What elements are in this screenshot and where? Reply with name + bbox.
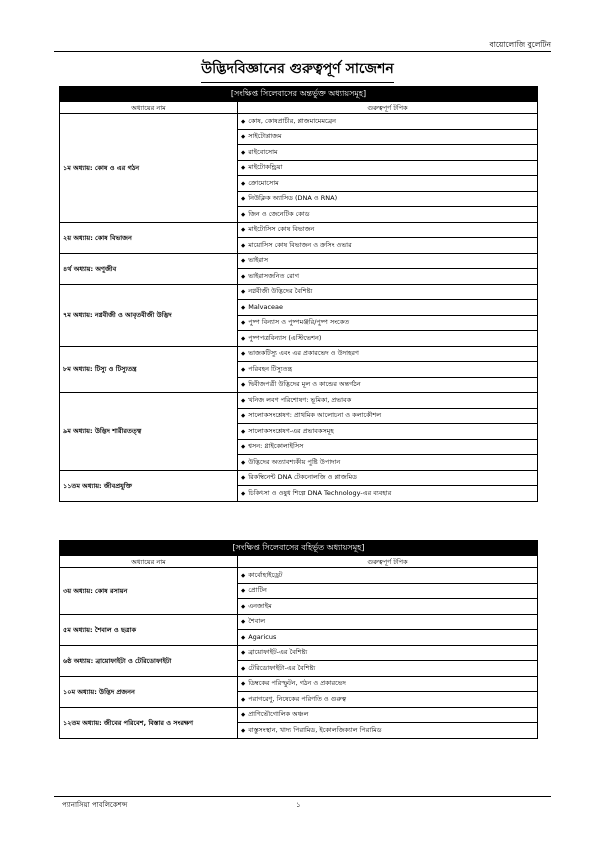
topic-text: Malvaceae <box>248 302 284 311</box>
page-footer <box>0 796 595 810</box>
section-body <box>60 87 538 502</box>
table-row <box>60 707 538 723</box>
page-title: উদ্ভিদবিজ্ঞানের গুরুত্বপূর্ণ সাজেশন <box>201 57 393 83</box>
topic-cell <box>238 645 538 661</box>
topic-cell <box>238 599 538 615</box>
topic-text: দ্বিবীজপত্রী উদ্ভিদের মূল ও কান্ডের অন্তর্গঠন <box>248 380 361 389</box>
topic-cell <box>238 470 538 486</box>
topic-text: সালোকসংশ্লেষণ-এর প্রভাবকসমূহ <box>248 426 334 435</box>
topic-cell <box>238 176 538 192</box>
bullet-diamond-icon: ◆ <box>241 712 246 719</box>
syllabus-table-excluded <box>59 540 538 739</box>
chapter-name: ২য় অধ্যায়: কোষ বিভাজন <box>60 222 238 253</box>
topic-text: মাইটোসিস কোষ বিভাজন <box>248 225 315 234</box>
section-heading-row <box>60 541 538 556</box>
topic-text: চিকিৎসা ও ওষুধ শিল্পে DNA Technology-এর ব্যবহার <box>248 488 392 497</box>
running-header <box>0 40 595 52</box>
bullet-diamond-icon: ◆ <box>241 490 246 497</box>
bullet-diamond-icon: ◆ <box>241 180 246 187</box>
topic-cell <box>238 222 538 238</box>
table-row <box>60 470 538 486</box>
topic-text: ডিম্বকের পরিস্ফুটন, গঠন ও প্রকারভেদ <box>248 679 346 688</box>
table-row <box>60 676 538 692</box>
page-title-wrap <box>0 57 595 83</box>
bullet-diamond-icon: ◆ <box>241 588 246 595</box>
topic-text: শ্বসন: গ্লাইকোলাইসিস <box>248 442 304 451</box>
topic-cell <box>238 661 538 677</box>
chapter-name: ১ম অধ্যায়: কোষ ও এর গঠন <box>60 114 238 223</box>
topic-cell <box>238 486 538 502</box>
topic-text: ব্রায়োফাইট-এর বৈশিষ্ট্য <box>248 648 308 657</box>
topic-cell <box>238 439 538 455</box>
bullet-diamond-icon: ◆ <box>241 475 246 482</box>
topic-text: এনজাইম <box>248 601 272 610</box>
bullet-diamond-icon: ◆ <box>241 149 246 156</box>
topic-text: রিকম্বিনেন্ট DNA টেকনোলজি ও প্লাজমিড <box>248 473 357 482</box>
topic-text: পুষ্পপত্রবিন্যাস (এস্টিভেশন) <box>248 333 322 342</box>
chapter-name: ৩য় অধ্যায়: কোষ রসায়ন <box>60 568 238 615</box>
topic-cell <box>238 315 538 331</box>
bullet-diamond-icon: ◆ <box>241 258 246 265</box>
topic-cell <box>238 191 538 207</box>
column-header-topics: গুরুত্বপূর্ণ টপিক <box>238 556 538 568</box>
topic-text: জিন ও জেনেটিক কোড <box>248 209 310 218</box>
topic-cell <box>238 300 538 316</box>
bullet-diamond-icon: ◆ <box>241 165 246 172</box>
topic-text: পরাগরেণু, নিষেকের পরিণতি ও গুরুত্ব <box>248 694 347 703</box>
bullet-diamond-icon: ◆ <box>241 397 246 404</box>
topic-cell <box>238 160 538 176</box>
topic-text: কোষ, কোষপ্রাচীর, প্লাজমামেমব্রেন <box>248 116 337 125</box>
topic-text: উদ্ভিদের অত্যাবশ্যকীয় পুষ্টি উপাদান <box>248 457 341 466</box>
topic-cell <box>238 331 538 347</box>
syllabus-table-included <box>59 86 538 502</box>
topic-text: সাইটোপ্লাজম <box>248 132 282 141</box>
topic-cell <box>238 253 538 269</box>
section-heading-row <box>60 87 538 102</box>
bullet-diamond-icon: ◆ <box>241 634 246 641</box>
topic-cell <box>238 424 538 440</box>
bullet-diamond-icon: ◆ <box>241 366 246 373</box>
topic-text: বাস্তুসংস্থান, খাদ্য পিরামিড, ইকোলজিক্যাল পিরামিড <box>248 725 382 734</box>
topic-cell <box>238 269 538 285</box>
topic-cell <box>238 630 538 646</box>
topic-cell <box>238 676 538 692</box>
bullet-diamond-icon: ◆ <box>241 211 246 218</box>
bullet-diamond-icon: ◆ <box>241 650 246 657</box>
page-number: ১ <box>296 801 301 809</box>
topic-text: প্রোটিন <box>248 586 267 595</box>
chapter-name: ৪র্থ অধ্যায়: অণুজীব <box>60 253 238 284</box>
topic-cell <box>238 408 538 424</box>
topic-cell <box>238 129 538 145</box>
topic-text: নগ্নবীজী উদ্ভিদের বৈশিষ্ট্য <box>248 287 313 296</box>
topic-cell <box>238 114 538 130</box>
bullet-diamond-icon: ◆ <box>241 320 246 327</box>
topic-cell <box>238 346 538 362</box>
bullet-diamond-icon: ◆ <box>241 242 246 249</box>
column-header-topics: গুরুত্বপূর্ণ টপিক <box>238 102 538 114</box>
bullet-diamond-icon: ◆ <box>241 304 246 311</box>
header-rule <box>54 51 551 52</box>
column-header-row <box>60 556 538 568</box>
chapter-name: ৮ম অধ্যায়: টিস্যু ও টিস্যুতন্ত্র <box>60 346 238 393</box>
topic-text: ভাইরাস <box>248 256 269 265</box>
topic-cell <box>238 707 538 723</box>
topic-text: মায়োসিস কোষ বিভাজন ও ক্রসিং ওভার <box>248 240 352 249</box>
publisher-name: প্যানাসিয়া পাবলিকেশন্স <box>62 801 128 809</box>
topic-text: ভাজকটিস্যু এবং এর প্রকারভেদ ও উদাহরণ <box>248 349 359 358</box>
bullet-diamond-icon: ◆ <box>241 351 246 358</box>
bullet-diamond-icon: ◆ <box>241 227 246 234</box>
bullet-diamond-icon: ◆ <box>241 196 246 203</box>
running-header-label: বায়োলোজি বুলেটিন <box>489 40 551 49</box>
topic-cell <box>238 377 538 393</box>
topic-cell <box>238 723 538 739</box>
topic-text: মাইটোকন্ড্রিয়া <box>248 163 283 172</box>
bullet-diamond-icon: ◆ <box>241 382 246 389</box>
column-header-chapter: অধ্যায়ের নাম <box>60 556 238 568</box>
chapter-name: ১১তম অধ্যায়: জীবপ্রযুক্তি <box>60 470 238 501</box>
section-heading: [সংক্ষিপ্ত সিলেবাসের বহির্ভূত অধ্যায়সমূহ] <box>60 541 538 556</box>
bullet-diamond-icon: ◆ <box>241 428 246 435</box>
bullet-diamond-icon: ◆ <box>241 603 246 610</box>
bullet-diamond-icon: ◆ <box>241 413 246 420</box>
bullet-diamond-icon: ◆ <box>241 665 246 672</box>
topic-cell <box>238 145 538 161</box>
topic-text: নিউক্লিক অ্যাসিড (DNA ও RNA) <box>248 194 338 203</box>
table-row <box>60 393 538 409</box>
topic-cell <box>238 238 538 254</box>
table-row <box>60 645 538 661</box>
table-row <box>60 253 538 269</box>
chapter-name: ৭ম অধ্যায়: নগ্নবীজী ও আবৃতবীজী উদ্ভিদ <box>60 284 238 346</box>
bullet-diamond-icon: ◆ <box>241 118 246 125</box>
topic-cell <box>238 614 538 630</box>
bullet-diamond-icon: ◆ <box>241 619 246 626</box>
footer-rule <box>54 796 551 797</box>
topic-text: প্রাণিভৌগোলিক অঞ্চল <box>248 710 309 719</box>
table-row <box>60 568 538 584</box>
chapter-name: ৬ষ্ঠ অধ্যায়: ব্রায়োফাইটা ও টেরিডোফাইটা <box>60 645 238 676</box>
topic-cell <box>238 583 538 599</box>
topic-text: সালোকসংশ্লেষণ: প্রাথমিক আলোচনা ও কলাকৌশল <box>248 411 382 420</box>
topic-text: ভাইরাসজনিত রোগ <box>248 271 299 280</box>
chapter-name: ১০ম অধ্যায়: উদ্ভিদ প্রজনন <box>60 676 238 707</box>
bullet-diamond-icon: ◆ <box>241 572 246 579</box>
bullet-diamond-icon: ◆ <box>241 459 246 466</box>
table-row <box>60 614 538 630</box>
bullet-diamond-icon: ◆ <box>241 273 246 280</box>
section-heading: [সংক্ষিপ্ত সিলেবাসের অন্তর্ভুক্ত অধ্যায়সমূহ] <box>60 87 538 102</box>
topic-cell <box>238 207 538 223</box>
topic-cell <box>238 692 538 708</box>
chapter-name: ৯ম অধ্যায়: উদ্ভিদ শারীরতত্ত্ব <box>60 393 238 471</box>
column-header-row <box>60 102 538 114</box>
bullet-diamond-icon: ◆ <box>241 134 246 141</box>
topic-cell <box>238 362 538 378</box>
table-row <box>60 222 538 238</box>
bullet-diamond-icon: ◆ <box>241 696 246 703</box>
topic-cell <box>238 284 538 300</box>
topic-text: রাইবোসোম <box>248 147 278 156</box>
table-row <box>60 284 538 300</box>
chapter-name: ৫ম অধ্যায়: শৈবাল ও ছত্রাক <box>60 614 238 645</box>
table-row <box>60 346 538 362</box>
topic-cell <box>238 455 538 471</box>
bullet-diamond-icon: ◆ <box>241 444 246 451</box>
bullet-diamond-icon: ◆ <box>241 335 246 342</box>
topic-text: পরিবহন টিস্যুতন্ত্র <box>248 364 293 373</box>
topic-cell <box>238 393 538 409</box>
chapter-name: ১২তম অধ্যায়: জীবের পরিবেশ, বিস্তার ও সংরক্ষণ <box>60 707 238 738</box>
topic-text: টেরিডোফাইটা-এর বৈশিষ্ট্য <box>248 663 316 672</box>
topic-text: শৈবাল <box>248 617 266 626</box>
bullet-diamond-icon: ◆ <box>241 727 246 734</box>
topic-text: ক্রোমোসোম <box>248 178 279 187</box>
table-row <box>60 114 538 130</box>
topic-text: কার্বোহাইড্রেট <box>248 570 283 579</box>
section-body <box>60 541 538 739</box>
bullet-diamond-icon: ◆ <box>241 289 246 296</box>
topic-cell <box>238 568 538 584</box>
topic-text: পুষ্প বিন্যাস ও পুষ্পমঞ্জরি/পুষ্প সংকেত <box>248 318 350 327</box>
column-header-chapter: অধ্যায়ের নাম <box>60 102 238 114</box>
topic-text: Agaricus <box>248 632 277 641</box>
bullet-diamond-icon: ◆ <box>241 681 246 688</box>
topic-text: খনিজ লবণ পরিশোষণ: ভূমিকা, প্রভাবক <box>248 395 352 404</box>
